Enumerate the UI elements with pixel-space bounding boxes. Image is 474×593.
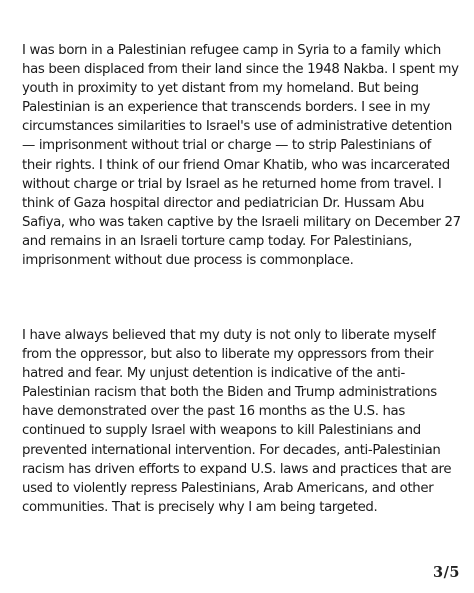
paragraph-birth-and-detention: I was born in a Palestinian refugee camp in Syria to a family which has been displaced from their land since the 1948 Nakba. I spent my youth in proximity to yet distant from my homeland. But being Palestinian is an experience that transcends borders. I see in my circumstances similarities to Israel's use of administrative detention — imprisonment without trial or charge — to strip Palestinians of their rights. I think of our friend Omar Khatib, who was incarcerated without charge or trial by Israel as he returned home from travel. I think of Gaza hospital director and pediatrician Dr. Hussam Abu Safiya, who was taken captive by the Israeli military on December 27 and remains in an Israeli torture camp today. For Palestinians, imprisonment without due process is commonplace. [22,43,461,269]
paragraph-duty-and-racism: I have always believed that my duty is not only to liberate myself from the oppressor, but also to liberate my oppressors from their hatred and fear. My unjust detention is indicative of the anti-Palestinian racism that both the Biden and Trump administrations have demonstrated over the past 16 months as the U.S. has continued to supply Israel with weapons to kill Palestinians and prevented international intervention. For decades, anti-Palestinian racism has driven efforts to expand U.S. laws and practices that are used to violently repress Palestinians, Arab Americans, and other communities. That is precisely why I am being targeted. [22,328,452,515]
page-number: 3/5 [433,564,460,581]
